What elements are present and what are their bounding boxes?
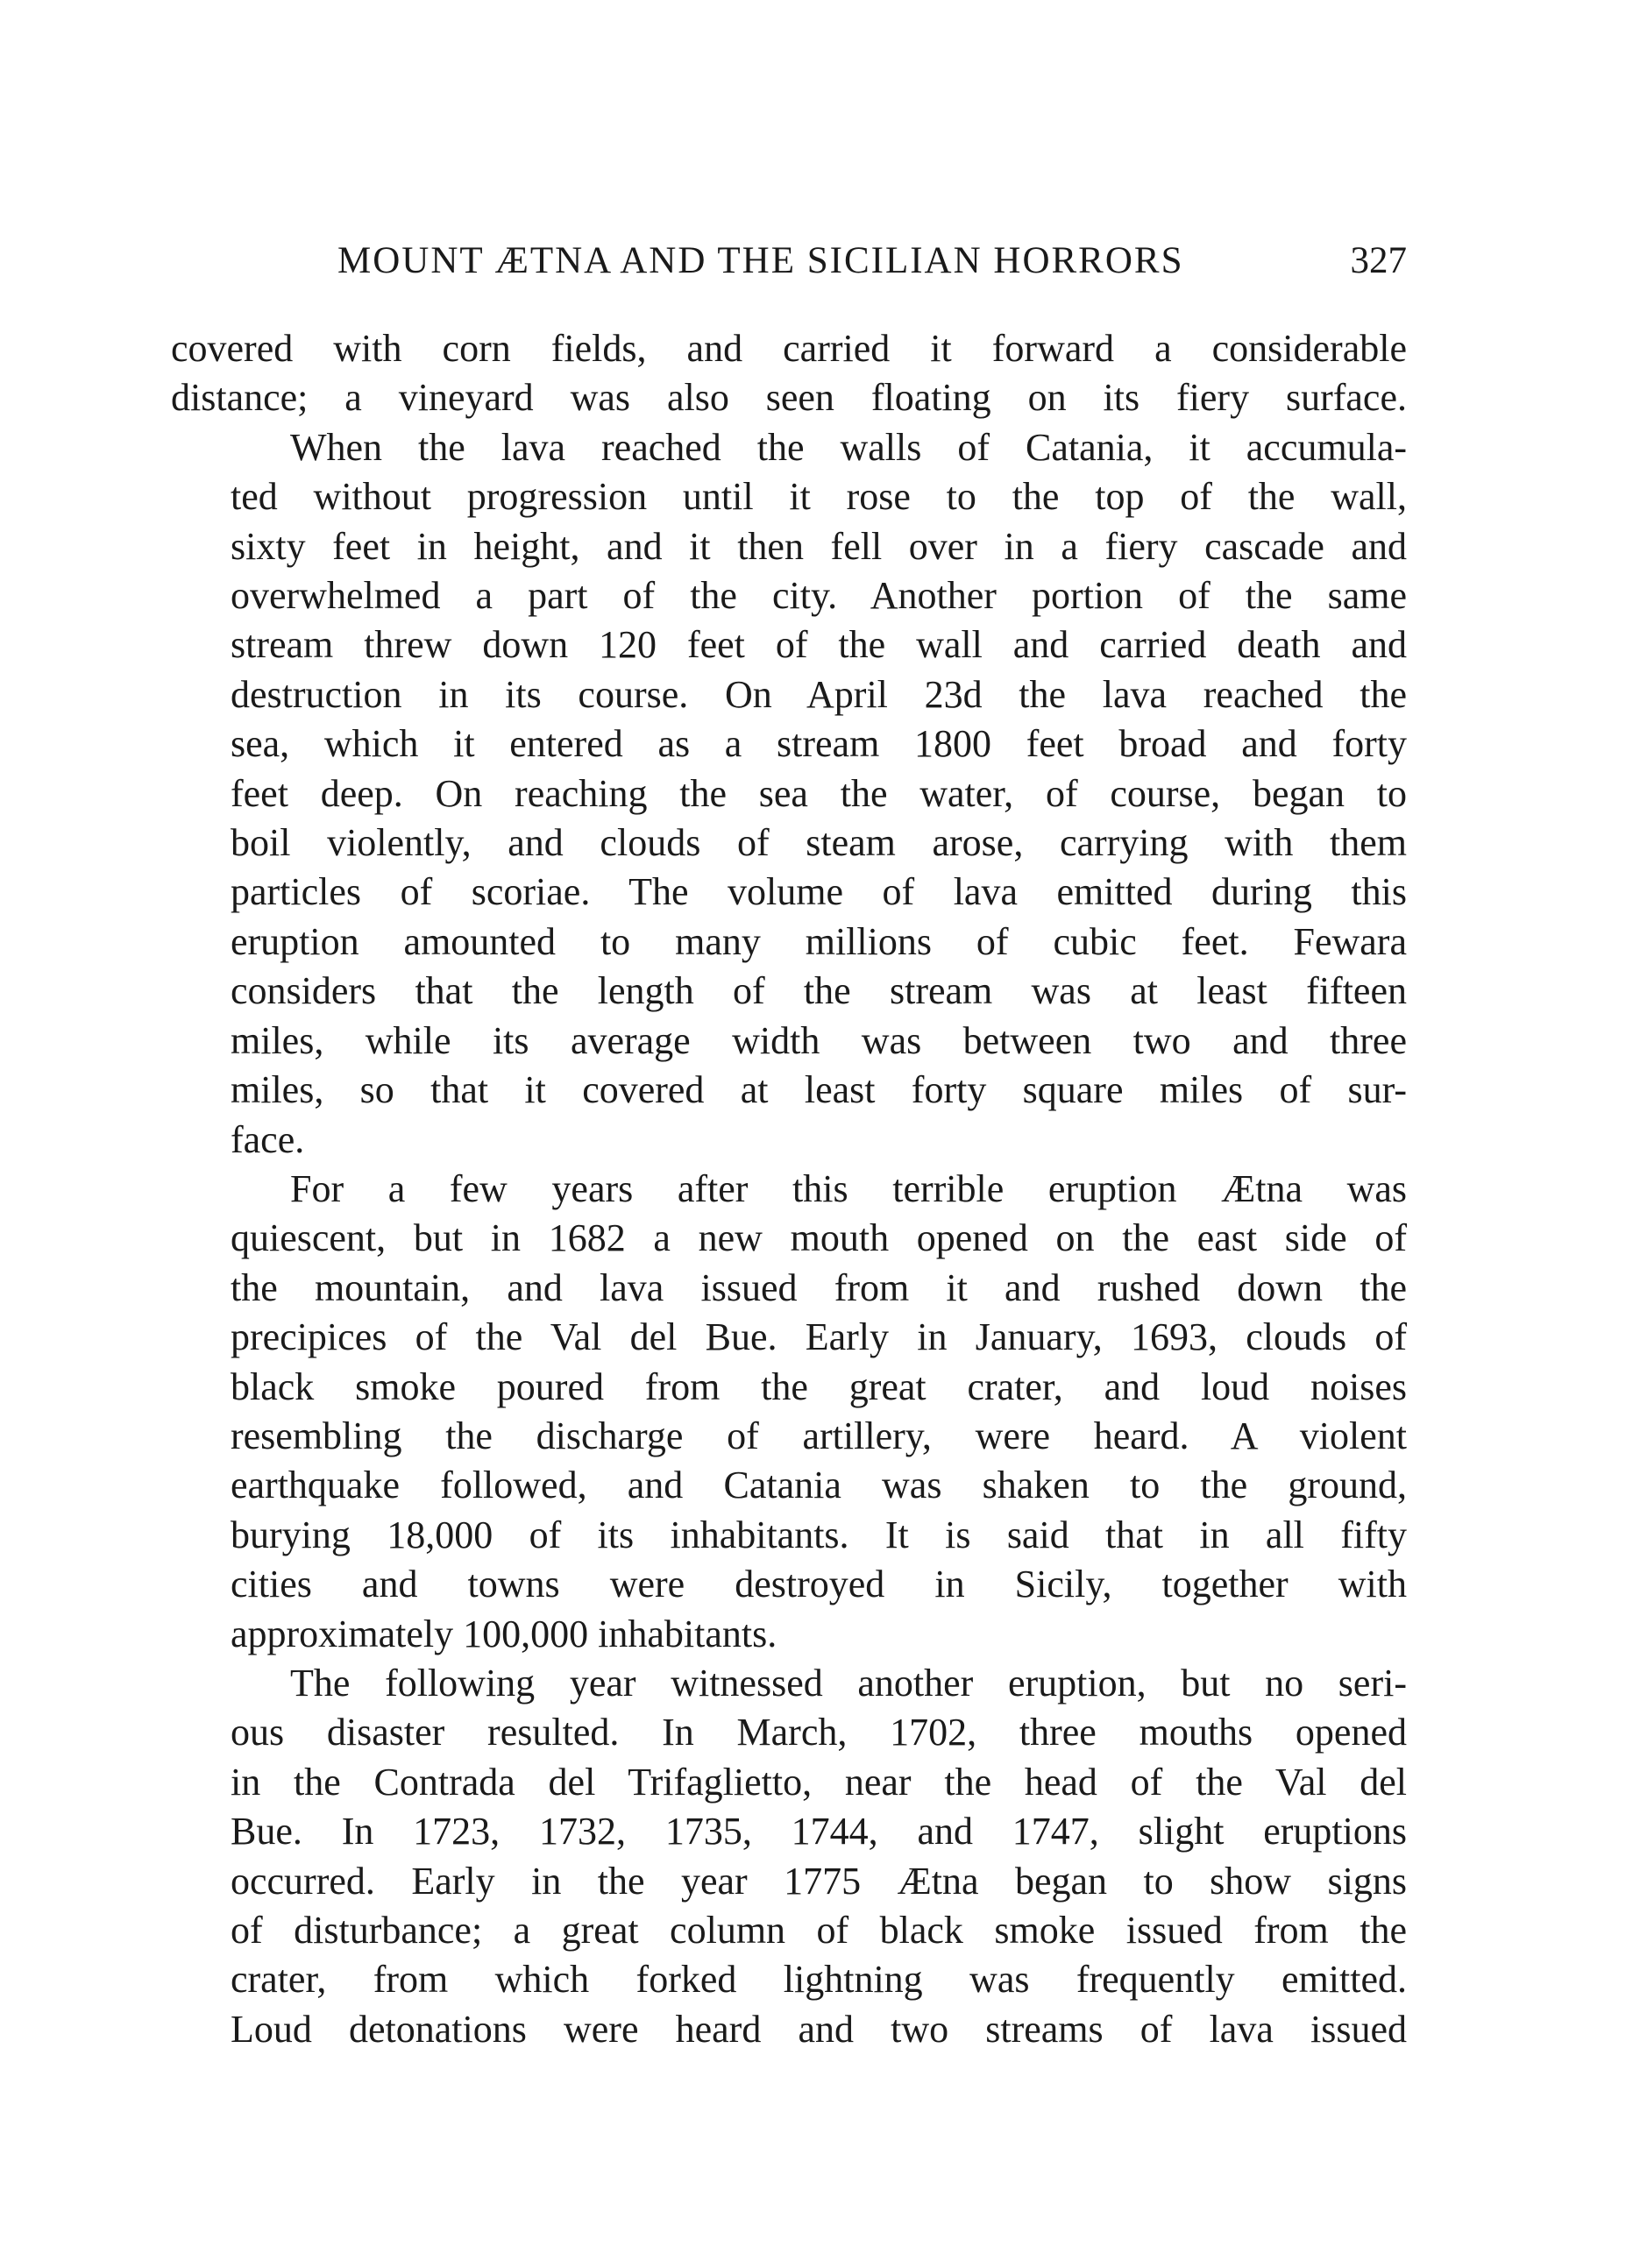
text-line: Loud detonations were heard and two streams of lava issued [231,2007,1407,2051]
text-line: the mountain, and lava issued from it and rushed down the [231,1265,1407,1309]
text-line: sixty feet in height, and it then fell over in a fiery cascade and [231,524,1407,568]
text-line: considers that the length of the stream was at least fifteen [231,969,1407,1013]
text-line: of disturbance; a great column of black smoke issued from the [231,1909,1407,1952]
text-line: face. [231,1117,305,1161]
paragraph [171,324,1407,423]
body-text [171,324,1407,2054]
text-line: cities and towns were destroyed in Sicily, together with [231,1563,1407,1606]
text-line: destruction in its course. On April 23d the lava reached the [231,672,1407,716]
text-line: When the lava reached the walls of Catania, it accumula- [290,425,1407,469]
text-line: sea, which it entered as a stream 1800 feet broad and forty [231,722,1407,766]
text-line: occurred. Early in the year 1775 Ætna began to show signs [231,1859,1407,1903]
text-line: boil violently, and clouds of steam arose, carrying with them [231,821,1407,865]
text-line: covered with corn fields, and carried it forward a considerable [171,327,1407,370]
text-line: feet deep. On reaching the sea the water, of course, began to [231,771,1407,815]
paragraph [171,1165,1407,1659]
text-line: resembling the discharge of artillery, were heard. A violent [231,1414,1407,1457]
text-line: earthquake followed, and Catania was shaken to the ground, [231,1464,1407,1507]
text-line: miles, so that it covered at least forty square miles of sur- [231,1068,1407,1112]
text-line: quiescent, but in 1682 a new mouth opened on the east side of [231,1216,1407,1260]
text-line: Bue. In 1723, 1732, 1735, 1744, and 1747, slight eruptions [231,1810,1407,1853]
text-line: black smoke poured from the great crater, and loud noises [231,1364,1407,1408]
running-head-title: MOUNT ÆTNA AND THE SICILIAN HORRORS [337,240,1184,281]
text-line: in the Contrada del Trifaglietto, near the head of the Val del [231,1760,1407,1804]
text-line: ted without progression until it rose to the top of the wall, [231,475,1407,519]
text-line: eruption amounted to many millions of cubic feet. Fewara [231,919,1407,963]
text-line: miles, while its average width was between two and three [231,1018,1407,1062]
text-line: precipices of the Val del Bue. Early in January, 1693, clouds of [231,1315,1407,1359]
text-line: distance; a vineyard was also seen floating on its fiery surface. [171,376,1407,420]
page-number: 327 [1350,240,1407,281]
text-line: The following year witnessed another eruption, but no seri- [290,1661,1407,1705]
text-line: stream threw down 120 feet of the wall and carried death and [231,623,1407,667]
running-head [171,235,1407,287]
paragraph [171,423,1407,1165]
text-line: burying 18,000 of its inhabitants. It is said that in all fifty [231,1513,1407,1556]
text-line: particles of scoriae. The volume of lava emitted during this [231,870,1407,914]
text-line: crater, from which forked lightning was frequently emitted. [231,1958,1407,2002]
text-line: For a few years after this terrible eruption Ætna was [290,1166,1407,1210]
text-line: overwhelmed a part of the city. Another portion of the same [231,574,1407,618]
paragraph [171,1659,1407,2054]
text-line: ous disaster resulted. In March, 1702, three mouths opened [231,1711,1407,1754]
text-line: approximately 100,000 inhabitants. [231,1612,777,1655]
